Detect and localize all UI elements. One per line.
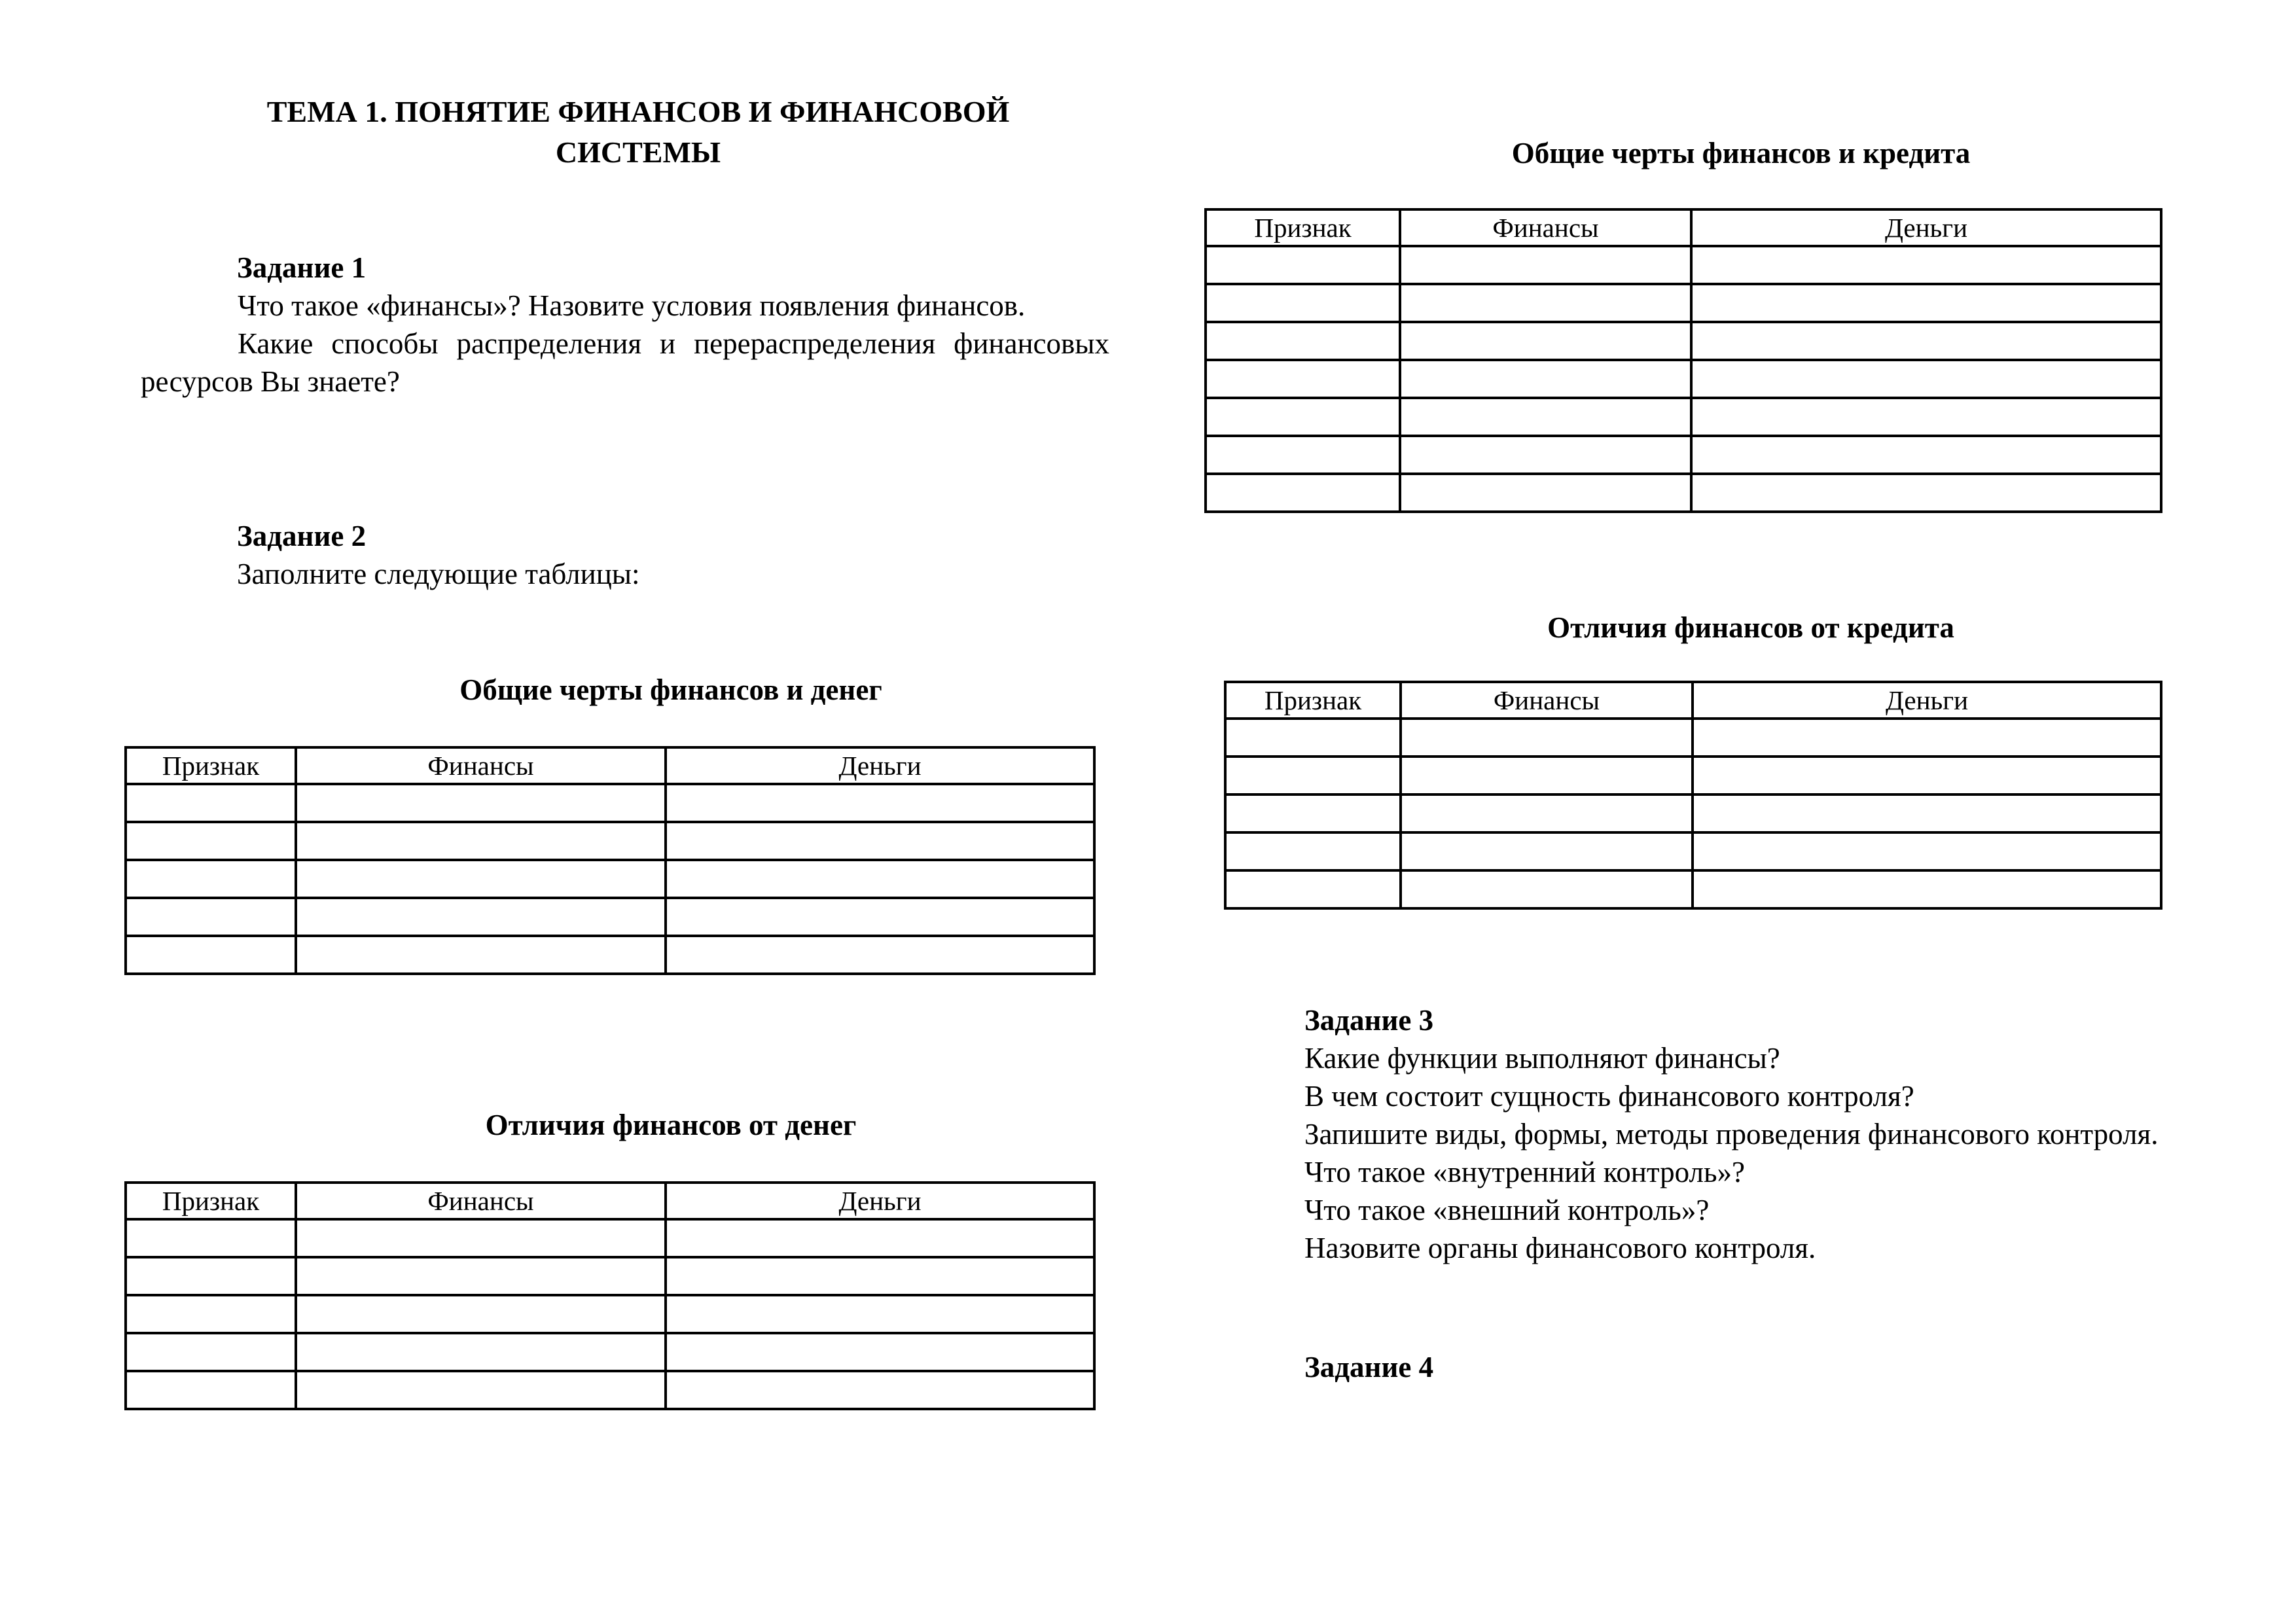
table1-caption: Общие черты финансов и денег [459,673,882,706]
table-cell[interactable] [1225,870,1401,908]
task2-instruction: Заполните следующие таблицы: [237,558,640,590]
table-row [126,784,1094,822]
task2-heading: Задание 2 [237,520,367,552]
task3-question-4: Что такое «внутренний контроль»? [1304,1156,1745,1188]
table-header-row [1206,209,2161,246]
table-cell[interactable] [296,1295,666,1333]
table-cell[interactable] [1225,757,1401,794]
table-cell[interactable] [1691,284,2161,322]
table-cell[interactable] [296,860,666,898]
table-row [126,1257,1094,1295]
task1-question-2: Какие способы распределения и перераспределения финансовых ресурсов Вы знаете? [141,327,1109,398]
task1-heading: Задание 1 [237,251,367,284]
column-header-feature: Признак [126,747,296,784]
table-cell[interactable] [126,1333,296,1371]
table-cell[interactable] [1693,832,2161,870]
table-cell[interactable] [1206,398,1400,436]
table3-common-finance-credit [1204,208,2162,513]
task3-question-1: Какие функции выполняют финансы? [1304,1042,1780,1075]
column-header-feature: Признак [126,1183,296,1219]
table2-caption: Отличия финансов от денег [485,1109,857,1141]
table-cell[interactable] [296,936,666,974]
table-cell[interactable] [1206,246,1400,284]
table-cell[interactable] [296,1333,666,1371]
table-cell[interactable] [126,1219,296,1257]
table3-caption: Общие черты финансов и кредита [1511,137,1971,169]
table-cell[interactable] [1225,794,1401,832]
table-cell[interactable] [1691,398,2161,436]
table-cell[interactable] [1400,436,1691,474]
column-header-feature: Признак [1206,209,1400,246]
table4-caption: Отличия финансов от кредита [1547,611,1954,644]
table-header-row [126,747,1094,784]
table-cell[interactable] [1206,436,1400,474]
table-row [1206,322,2161,360]
table-cell[interactable] [1401,870,1693,908]
column-header-money: Деньги [1693,682,2161,719]
column-header-finance: Финансы [1401,682,1693,719]
table-cell[interactable] [126,1257,296,1295]
table-cell[interactable] [666,1371,1094,1409]
table-cell[interactable] [1693,757,2161,794]
table-cell[interactable] [1400,360,1691,398]
table-cell[interactable] [1691,474,2161,512]
table-cell[interactable] [666,784,1094,822]
page-title [164,92,1113,173]
column-header-money: Деньги [1691,209,2161,246]
table-cell[interactable] [126,898,296,936]
table-row [1225,832,2161,870]
table-cell[interactable] [1400,398,1691,436]
table-cell[interactable] [1401,719,1693,757]
task3-heading: Задание 3 [1304,1004,1434,1037]
column-header-finance: Финансы [296,1183,666,1219]
table-cell[interactable] [126,860,296,898]
table-row [126,1219,1094,1257]
table-row [126,860,1094,898]
table-cell[interactable] [296,1371,666,1409]
table-header-row [126,1183,1094,1219]
table-cell[interactable] [1400,474,1691,512]
column-header-money: Деньги [666,747,1094,784]
table-row [1225,719,2161,757]
task3-question-5: Что такое «внешний контроль»? [1304,1194,1710,1226]
table-cell[interactable] [1400,246,1691,284]
table-cell[interactable] [1693,870,2161,908]
table-cell[interactable] [666,860,1094,898]
table-row [1206,360,2161,398]
table-cell[interactable] [1206,474,1400,512]
column-header-finance: Финансы [1400,209,1691,246]
table-row [1225,757,2161,794]
table-cell[interactable] [666,1219,1094,1257]
table-row [126,822,1094,860]
table-cell[interactable] [1691,322,2161,360]
table-cell[interactable] [666,898,1094,936]
table2-differences-finance-money [124,1181,1096,1410]
table-row [126,936,1094,974]
table-row [126,1295,1094,1333]
table-cell[interactable] [1225,832,1401,870]
task4-heading: Задание 4 [1304,1351,1434,1383]
task3-question-3: Запишите виды, формы, методы проведения финансового контроля. [1304,1118,2159,1150]
table-cell[interactable] [296,898,666,936]
table4-differences-finance-credit [1224,681,2162,910]
task3-body [1208,1039,2173,1267]
table-header-row [1225,682,2161,719]
table-cell[interactable] [1693,794,2161,832]
table-row [126,898,1094,936]
table-cell[interactable] [666,1295,1094,1333]
column-header-money: Деньги [666,1183,1094,1219]
table-row [1206,474,2161,512]
table-cell[interactable] [126,936,296,974]
table-cell[interactable] [1206,284,1400,322]
table-cell[interactable] [126,784,296,822]
page-title-line-2: СИСТЕМЫ [555,135,721,169]
table-row [1225,870,2161,908]
table-cell[interactable] [666,1333,1094,1371]
page-title-line-1: ТЕМА 1. ПОНЯТИЕ ФИНАНСОВ И ФИНАНСОВОЙ [266,95,1010,128]
table-row [126,1371,1094,1409]
table-cell[interactable] [1400,284,1691,322]
table-cell[interactable] [1401,757,1693,794]
table-cell[interactable] [1401,794,1693,832]
table-row [1225,794,2161,832]
table-row [1206,398,2161,436]
table-row [126,1333,1094,1371]
table-cell[interactable] [1225,719,1401,757]
table-cell[interactable] [666,936,1094,974]
table-cell[interactable] [296,1219,666,1257]
table-cell[interactable] [1693,719,2161,757]
task3-question-6: Назовите органы финансового контроля. [1304,1232,1816,1264]
table-row [1206,436,2161,474]
column-header-finance: Финансы [296,747,666,784]
table-row [1206,284,2161,322]
table-cell[interactable] [666,822,1094,860]
table-cell[interactable] [296,1257,666,1295]
task3-question-2: В чем состоит сущность финансового контроля? [1304,1080,1914,1113]
table-cell[interactable] [1691,360,2161,398]
table-cell[interactable] [126,1295,296,1333]
table-cell[interactable] [1691,436,2161,474]
table-cell[interactable] [126,822,296,860]
table1-common-finance-money [124,746,1096,975]
column-header-feature: Признак [1225,682,1401,719]
table-cell[interactable] [296,784,666,822]
table-cell[interactable] [1691,246,2161,284]
table-cell[interactable] [1206,322,1400,360]
table-cell[interactable] [1401,832,1693,870]
task1-body [141,287,1109,401]
table-row [1206,246,2161,284]
table-cell[interactable] [1400,322,1691,360]
task1-question-1: Что такое «финансы»? Назовите условия появления финансов. [238,289,1026,322]
table-cell[interactable] [1206,360,1400,398]
table-cell[interactable] [126,1371,296,1409]
table-cell[interactable] [296,822,666,860]
table-cell[interactable] [666,1257,1094,1295]
